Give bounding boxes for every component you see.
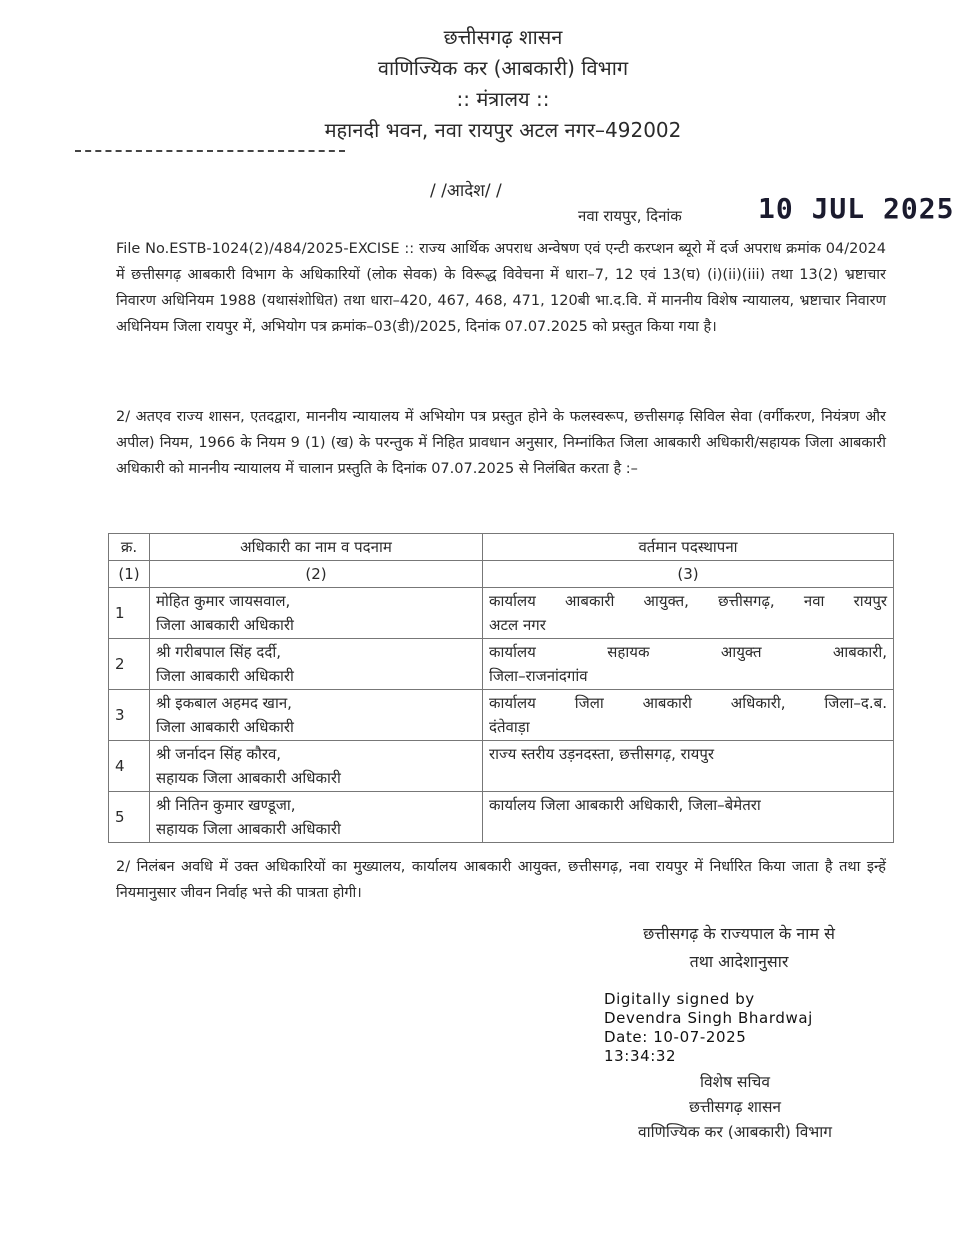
table-subheader-row: [109, 561, 894, 588]
govt-name: छत्तीसगढ़ शासन: [443, 25, 563, 49]
dsig-line-1: Digitally signed by: [604, 990, 755, 1008]
table-row: [109, 741, 894, 792]
table-row: [109, 690, 894, 741]
posting-cell: [483, 690, 894, 741]
posting-line-1: कार्यालय सहायक आयुक्त आबकारी,: [489, 643, 887, 661]
officer-name: श्री नितिन कुमार खण्डूजा,: [156, 796, 296, 814]
paragraph-2: 2/ अतएव राज्य शासन, एतदद्वारा, माननीय न्यायालय में अभियोग पत्र प्रस्तुत होने के फलस्वरूप, छत्तीसगढ़ सिविल सेवा (वर्गीकरण, नियंत्रण और अपील) नियम, 1966 के नियम 9 (1) (ख) के परन्तुक में निहित प्रावधान अनुसार, निम्नांकित जिला आबकारी अधिकारी/सहायक जिला आबकारी अधिकारी को माननीय न्यायालय में चालान प्रस्तुति के दिनांक 07.07.2025 से निलंबित करता है :–: [116, 409, 886, 477]
subheader-3: (3): [483, 561, 894, 588]
closing-block: [604, 920, 874, 976]
officer-cell: [150, 741, 483, 792]
row-serial: 3: [109, 690, 150, 741]
officer-designation: सहायक जिला आबकारी अधिकारी: [156, 820, 341, 838]
posting-cell: [483, 741, 894, 792]
order-title: / /आदेश/ /: [430, 181, 502, 201]
row-serial: 5: [109, 792, 150, 843]
row-serial: 2: [109, 639, 150, 690]
dsig-signer: Devendra Singh Bhardwaj: [604, 1009, 813, 1027]
officer-name: श्री इकबाल अहमद खान,: [156, 694, 292, 712]
officer-cell: [150, 792, 483, 843]
table-row: [109, 639, 894, 690]
dsig-date: Date: 10-07-2025: [604, 1028, 747, 1046]
department-name: वाणिज्यिक कर (आबकारी) विभाग: [377, 56, 629, 80]
officers-table: [108, 533, 894, 843]
officer-cell: [150, 690, 483, 741]
officer-name: श्री जर्नादन सिंह कौरव,: [156, 745, 282, 763]
officer-name: श्री गरीबपाल सिंह दर्दी,: [156, 643, 281, 661]
col-header-sn: क्र.: [109, 534, 150, 561]
officer-designation: जिला आबकारी अधिकारी: [156, 718, 294, 736]
posting-cell: [483, 588, 894, 639]
subheader-1: (1): [109, 561, 150, 588]
digital-signature: [604, 990, 813, 1066]
ministry-label: :: मंत्रालय ::: [456, 87, 550, 111]
paragraph-1: File No.ESTB-1024(2)/484/2025-EXCISE :: राज्य आर्थिक अपराध अन्वेषण एवं एन्टी करप्शन ब्यूरो में दर्ज अपराध क्रमांक 04/2024 में छत्तीसगढ़ आबकारी विभाग के अधिकारियों (लोक सेवक) के विरूद्ध विवेचना में धारा–7, 12 एवं 13(घ) (i)(ii)(iii) तथा 13(2) भ्रष्टाचार निवारण अधिनियम 1988 (यथासंशोधित) तथा धारा–420, 467, 468, 471, 120बी भा.द.वि. में माननीय विशेष न्यायालय, भ्रष्टाचार निवारण अधिनियम जिला रायपुर में, अभियोग पत्र क्रमांक–03(डी)/2025, दिनांक 07.07.2025 को प्रस्तुत किया गया है।: [116, 241, 886, 335]
posting-line-2: अटल नगर: [489, 616, 546, 634]
officer-cell: [150, 588, 483, 639]
posting-line-1: राज्य स्तरीय उड़नदस्ता, छत्तीसगढ़, रायपुर: [489, 745, 714, 763]
letterhead: [0, 22, 956, 152]
officer-designation: जिला आबकारी अधिकारी: [156, 616, 294, 634]
designation-title: विशेष सचिव: [699, 1073, 770, 1091]
date-stamp: 10 JUL 2025: [758, 192, 955, 225]
officer-designation: सहायक जिला आबकारी अधिकारी: [156, 769, 341, 787]
posting-cell: [483, 639, 894, 690]
header-divider: [75, 150, 345, 152]
posting-line-1: कार्यालय आबकारी आयुक्त, छत्तीसगढ़, नवा रायपुर: [489, 592, 887, 610]
posting-cell: [483, 792, 894, 843]
posting-line-1: कार्यालय जिला आबकारी अधिकारी, जिला–बेमेतरा: [489, 796, 761, 814]
posting-line-1: कार्यालय जिला आबकारी अधिकारी, जिला–द.ब.: [489, 694, 887, 712]
table-row: [109, 792, 894, 843]
col-header-posting: वर्तमान पदस्थापना: [483, 534, 894, 561]
table-header-row: [109, 534, 894, 561]
subheader-2: (2): [150, 561, 483, 588]
table-row: [109, 588, 894, 639]
closing-line-2: तथा आदेशानुसार: [689, 952, 789, 971]
posting-line-2: जिला–राजनांदगांव: [489, 667, 588, 685]
row-serial: 1: [109, 588, 150, 639]
designation-govt: छत्तीसगढ़ शासन: [688, 1098, 782, 1116]
dsig-time: 13:34:32: [604, 1047, 677, 1065]
paragraph-3: 2/ निलंबन अवधि में उक्त अधिकारियों का मुख्यालय, कार्यालय आबकारी आयुक्त, छत्तीसगढ़, नवा रायपुर में निर्धारित किया जाता है तथा इन्हें नियमानुसार जीवन निर्वाह भत्ते की पात्रता होगी।: [116, 859, 886, 901]
posting-line-2: दंतेवाड़ा: [489, 718, 530, 736]
signatory-designation: [605, 1070, 865, 1145]
closing-line-1: छत्तीसगढ़ के राज्यपाल के नाम से: [643, 924, 835, 943]
officer-name: मोहित कुमार जायसवाल,: [156, 592, 291, 610]
address-line: महानदी भवन, नवा रायपुर अटल नगर–492002: [324, 118, 682, 142]
officer-cell: [150, 639, 483, 690]
col-header-name: अधिकारी का नाम व पदनाम: [150, 534, 483, 561]
row-serial: 4: [109, 741, 150, 792]
officer-designation: जिला आबकारी अधिकारी: [156, 667, 294, 685]
place-date-label: नवा रायपुर, दिनांक: [578, 207, 682, 225]
designation-dept: वाणिज्यिक कर (आबकारी) विभाग: [638, 1123, 832, 1141]
